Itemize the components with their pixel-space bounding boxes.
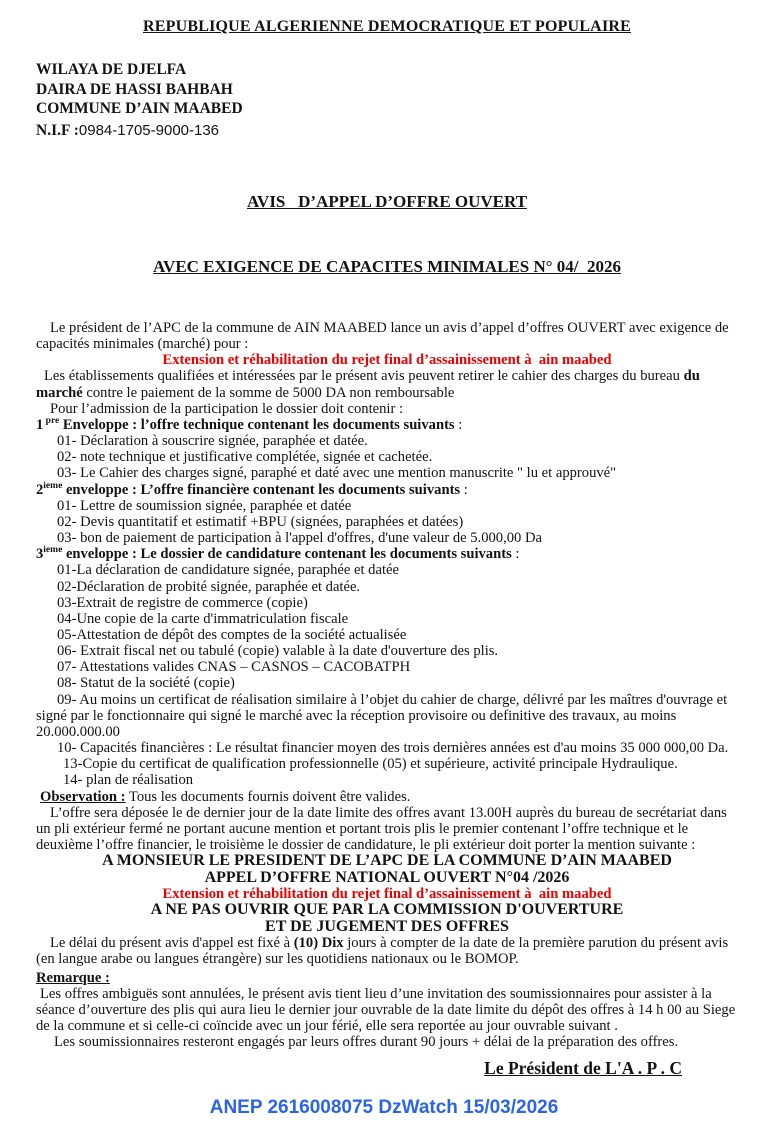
issuer-address-block (36, 60, 738, 140)
intro-paragraph: Le président de l’APC de la commune de AIN MAABED lance un avis d’appel d’offres OUVERT avec exigence de capacités minimales (marché) pour : (36, 320, 729, 353)
envelope-3-item: 10- Capacités financières : Le résultat financier moyen des trois dernières années est d'au moins 35 000 000,00 Da. (57, 740, 729, 757)
envelope-1-item: 03- Le Cahier des charges signé, paraphé et daté avec une mention manuscrite " lu et approuvé" (57, 465, 617, 482)
envelope-3-item: 06- Extrait fiscal net ou tabulé (copie) valable à la date d'ouverture des plis. (57, 643, 499, 660)
mention-line2: APPEL D’OFFRE NATIONAL OUVERT N°04 /2026 (204, 868, 570, 886)
envelope-3-item: 03-Extrait de registre de commerce (copie) (57, 594, 308, 611)
wilaya-line: WILAYA DE DJELFA (36, 61, 187, 78)
notice-body (36, 320, 738, 1079)
envelope-3-item: 05-Attestation de dépôt des comptes de la société actualisée (57, 626, 407, 643)
envelope-mention-block (36, 853, 738, 935)
republic-title (36, 18, 738, 36)
nif-line (36, 121, 738, 141)
notice-title-line1: AVIS D’APPEL D’OFFRE OUVERT (246, 192, 528, 211)
observation-label: Observation : (40, 788, 126, 805)
envelope-3-item: 09- Au moins un certificat de réalisation similaire à l’objet du cahier de charge, délivré par les maîtres d'ouvrage et signé par le fonctionnaire qui signé le marché avec la réception provisoire ou definitive des travaux, au moins 20.000.000.00 (36, 691, 728, 740)
delay-days-bold: (10) Dix (293, 935, 344, 952)
notice-title-line2: AVEC EXIGENCE DE CAPACITES MINIMALES N° 04/ 2026 (152, 256, 622, 276)
delay-paragraph: Le délai du présent avis d'appel est fixé à (10) Dix jours à compter de la date de la première parution du présent avis (en langue arabe ou langues étrangère) sur les quotidiens nationaux ou le BOMOP. (36, 935, 729, 968)
envelope-3-item: 02-Déclaration de probité signée, paraphée et datée. (57, 578, 361, 595)
nif-value: 0984-1705-9000-136 (78, 121, 220, 139)
deposit-paragraph: L’offre sera déposée le de dernier jour de la date limite des offres avant 13.00H auprès du bureau de secrétariat dans un pli extérieur fermé ne portant aucune mention et portant trois plis le premier contenant l’offre technique et le deuxième l’offre financier, le troisième le dossier de candidature, le pli extérieur doit porter la mention suivante : (36, 804, 727, 853)
anep-publication-footer: ANEP 2616008075 DzWatch 15/03/2026 (209, 1097, 559, 1118)
withdrawal-paragraph: Les établissements qualifiées et intéressées par le présent avis peuvent retirer le cahier des charges du bureau du marché contre le paiement de la somme de 5000 DA non remboursable (36, 368, 700, 401)
mention-line3: A NE PAS OUVRIR QUE PAR LA COMMISSION D'OUVERTURE (150, 901, 624, 919)
remark-paragraph-1: Les offres ambiguës sont annulées, le présent avis tient lieu d’une invitation des soumissionnaires pour assister à la séance d’ouverture des plis qui aura lieu le dernier jour ouvrable de la date limite du dépôt des offres à 14 h 00 au Siege de la commune et si celle-ci coïncide avec un jour férié, elle sera reportée au jour ouvrable suivant . (36, 985, 736, 1035)
envelope-1-item: 01- Déclaration à souscrire signée, paraphée et datée. (57, 433, 368, 450)
envelope-2-item: 03- bon de paiement de participation à l'appel d'offres, d'une valeur de 5.000,00 Da (57, 530, 542, 547)
project-name-red: Extension et réhabilitation du rejet final d’assainissement à ain maabed (162, 352, 612, 369)
envelope-1-item: 02- note technique et justificative complétée, signée et cachetée. (57, 449, 433, 466)
envelope-3-item: 13-Copie du certificat de qualification professionnelle (05) et supérieure, activité principale Hydraulique. (63, 756, 678, 773)
president-signature: Le Président de L'A . P . C (484, 1058, 682, 1079)
daira-line: DAIRA DE HASSI BAHBAH (36, 80, 233, 98)
bureau-marche-bold: du marché (36, 368, 700, 401)
envelope-3-item: 01-La déclaration de candidature signée, paraphée et datée (57, 562, 399, 579)
envelope-3-item: 04-Une copie de la carte d'immatriculation fiscale (57, 610, 349, 627)
envelope-3-item: 08- Statut de la société (copie) (57, 675, 235, 692)
mention-line4: ET DE JUGEMENT DES OFFRES (265, 917, 509, 935)
remark-paragraph-2: Les soumissionnaires resteront engagés par leurs offres durant 90 jours + délai de la préparation des offres. (54, 1034, 679, 1051)
commune-line: COMMUNE D’AIN MAABED (36, 100, 243, 117)
envelope-1-superscript: pre (43, 416, 60, 427)
remark-heading: Remarque : (36, 969, 110, 986)
admission-paragraph: Pour l’admission de la participation le dossier doit contenir : (50, 400, 404, 417)
nif-label: N.I.F : (36, 121, 79, 139)
observation-line: Observation : Tous les documents fournis doivent être valides. (40, 788, 411, 805)
envelope-3-item: 07- Attestations valides CNAS – CASNOS – CACOBATPH (57, 659, 411, 676)
mention-project-red: Extension et réhabilitation du rejet final d’assainissement à ain maabed (162, 886, 612, 903)
notice-title (36, 148, 738, 320)
envelope-3-item: 14- plan de réalisation (63, 772, 194, 789)
envelope-2-superscript: ieme (43, 480, 63, 491)
envelope-3-heading: 3ieme enveloppe : Le dossier de candidature contenant les documents suivants : (36, 545, 520, 563)
envelope-2-item: 01- Lettre de soumission signée, paraphée et datée (57, 497, 352, 514)
mention-line1: A MONSIEUR LE PRESIDENT DE L’APC DE LA COMMUNE D’AIN MAABED (102, 852, 672, 870)
envelope-2-heading: 2ieme enveloppe : L’offre financière contenant les documents suivants : (36, 480, 468, 498)
envelope-3-superscript: ieme (43, 545, 63, 556)
republic-title-text: REPUBLIQUE ALGERIENNE DEMOCRATIQUE ET POPULAIRE (143, 18, 631, 35)
envelope-2-item: 02- Devis quantitatif et estimatif +BPU (signées, paraphées et datées) (57, 513, 464, 530)
envelope-1-heading: 1 $^{pre}$ Enveloppe : l’offre technique contenant les documents suivants : (36, 416, 463, 433)
signature-row (36, 1060, 738, 1078)
